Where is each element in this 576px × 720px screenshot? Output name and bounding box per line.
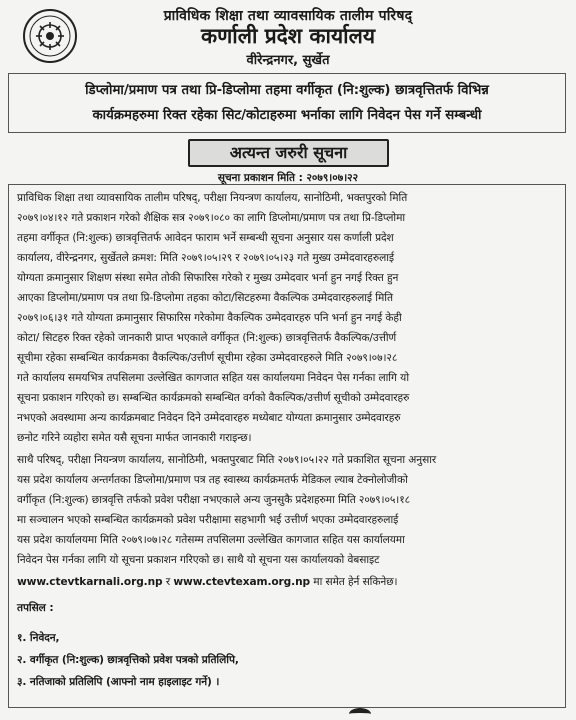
body-line: छनोट गरिने व्यहोरा समेत यसै सूचना मार्फत जानकारी गराइन्छ। bbox=[17, 432, 252, 444]
body-line: प्राविधिक शिक्षा तथा व्यावसायिक तालीम परिषद्, परीक्षा नियन्त्रण कार्यालय, सानोठिमी, भक्तपुरको मिति bbox=[17, 192, 408, 204]
website-link-karnali[interactable]: www.ctevtkarnali.org.np bbox=[17, 576, 163, 588]
body-line: तहमा वर्गीकृत (नि:शुल्क) छात्रवृत्तितर्फ आवेदन फाराम भर्ने सम्बन्धी सूचना अनुसार यस कर्णाली प्रदेश bbox=[17, 232, 394, 244]
publish-date: सूचना प्रकाशन मिति : २०७९।०७।२२ bbox=[217, 172, 359, 184]
body-line: साथै परिषद्, परीक्षा नियन्त्रण कार्यालय, सानोठिमी, भक्तपुरबाट मिति २०७९।०५।२२ गते प्रकाशित सूचना अनुसार bbox=[17, 454, 437, 466]
subject-line-1: डिप्लोमा/प्रमाण पत्र तथा प्रि-डिप्लोमा तहमा वर्गीकृत (नि:शुल्क) छात्रवृत्तितर्फ विभिन्न bbox=[85, 83, 489, 98]
website-connector: र bbox=[162, 576, 174, 588]
body-line: नभएको अवस्थामा अन्य कार्यक्रमबाट निवेदन दिने उम्मेदवारहरु मध्येबाट योग्यता क्रमानुसार उम्मेदवारहरु bbox=[17, 412, 401, 424]
ink-mark bbox=[349, 708, 371, 720]
tapsil-item: १. निवेदन, bbox=[17, 632, 60, 644]
organization-name: प्राविधिक शिक्षा तथा व्यावसायिक तालीम परिषद् bbox=[163, 8, 413, 24]
office-location: वीरेन्द्रनगर, सुर्खेत bbox=[246, 53, 330, 68]
body-line: यस प्रदेश कार्यालय अन्तर्गतका डिप्लोमा/प्रमाण पत्र तह स्वास्थ्य कार्यक्रमतर्फ मेडिकल ल्याब टेक्नोलोजीको bbox=[17, 474, 408, 486]
body-line: सूचना प्रकाशन गरिएको छ। सम्बन्धित कार्यक्रमको सम्बन्धित वर्गको वैकल्पिक/उत्तीर्ण सूचीको उम्मेदवारहरु bbox=[17, 392, 410, 404]
body-line: योग्यता क्रमानुसार शिक्षण संस्था समेत तोकी सिफारिस गरेको र मुख्य उम्मेदवार भर्ना हुन नगई रिक्त हुन bbox=[17, 272, 399, 284]
tapsil-item: ३. नतिजाको प्रतिलिपि (आफ्नो नाम हाइलाइट गर्ने) । bbox=[17, 676, 220, 688]
body-line: सूचीमा रहेका सम्बन्धित कार्यक्रमका वैकल्पिक/उत्तीर्ण सूचीमा रहेका उम्मेदवारहरुले मिति २०७९।०७।२८ bbox=[17, 352, 398, 364]
office-title: कर्णाली प्रदेश कार्यालय bbox=[200, 24, 376, 48]
body-line: वर्गीकृत (नि:शुल्क) छात्रवृत्ति तर्फको प्रवेश परीक्षा नभएकाले अन्य जुनसुकै प्रदेशहरुमा मिति २०७९।०५।१८ bbox=[17, 494, 411, 506]
tapsil-heading: तपसिल : bbox=[17, 602, 54, 614]
body-line: मा सञ्चालन भएको सम्बन्धित कार्यक्रमको प्रवेश परीक्षामा सहभागी भई उत्तीर्ण भएका उम्मेदवारहरुलाई bbox=[17, 514, 399, 526]
notice-body bbox=[8, 184, 566, 708]
body-line: गते कार्यालय समयभित्र तपसिलमा उल्लेखित कागजात सहित यस कार्यालयमा निवेदन पेस गर्नका लागि यो bbox=[17, 372, 409, 384]
body-line: कार्यालय, वीरेन्द्रनगर, सुर्खेतले क्रमश: मिति २०७९।०५।२९ र २०७९।०५।२३ गते मुख्य उम्मेदवारहरुलाई bbox=[17, 252, 394, 264]
body-line: २०७९।०६।३१ गते योग्यता क्रमानुसार सिफारिस गरेकोमा वैकल्पिक उम्मेदवारहरु पनि भर्ना हुन नगई केही bbox=[17, 312, 402, 324]
website-link-exam[interactable]: www.ctevtexam.org.np bbox=[173, 576, 310, 588]
body-line: निवेदन पेस गर्नका लागि यो सूचना प्रकाशन गरिएको छ। साथै यो सूचना यस कार्यालयको वेबसाइट bbox=[17, 554, 380, 566]
urgent-notice-title: अत्यन्त जरुरी सूचना bbox=[188, 139, 389, 167]
subject-box bbox=[8, 73, 566, 133]
body-line: कोटा/ सिटहरु रिक्त रहेको जानकारी प्राप्त भएकाले वर्गीकृत (नि:शुल्क) छात्रवृत्तितर्फ वैकल्पिक/उत्तीर्ण bbox=[17, 332, 397, 344]
website-suffix: मा समेत हेर्न सकिनेछ। bbox=[310, 576, 398, 588]
body-line: आएका डिप्लोमा/प्रमाण पत्र तथा प्रि-डिप्लोमा तहका कोटा/सिटहरुमा वैकल्पिक उम्मेदवारहरुलाई मिति bbox=[17, 292, 393, 304]
body-line: यस प्रदेश कार्यालयमा मिति २०७९।०७।२८ गतेसम्म तपसिलमा उल्लेखित कागजात सहित यस कार्यालयमा bbox=[17, 534, 405, 546]
website-line bbox=[17, 575, 397, 589]
body-line: २०७९।०४।१२ गते प्रकाशन गरेको शैक्षिक सत्र २०७९।०८० का लागि डिप्लोमा/प्रमाण पत्र तथा प्रि-डिप्लोमा bbox=[17, 212, 406, 224]
tapsil-item: २. वर्गीकृत (नि:शुल्क) छात्रवृत्तिको प्रवेश पत्रको प्रतिलिपि, bbox=[17, 654, 239, 666]
subject-line-2: कार्यक्रमहरुमा रिक्त रहेका सिट/कोटाहरुमा भर्नाका लागि निवेदन पेस गर्ने सम्बन्धी bbox=[92, 108, 482, 123]
